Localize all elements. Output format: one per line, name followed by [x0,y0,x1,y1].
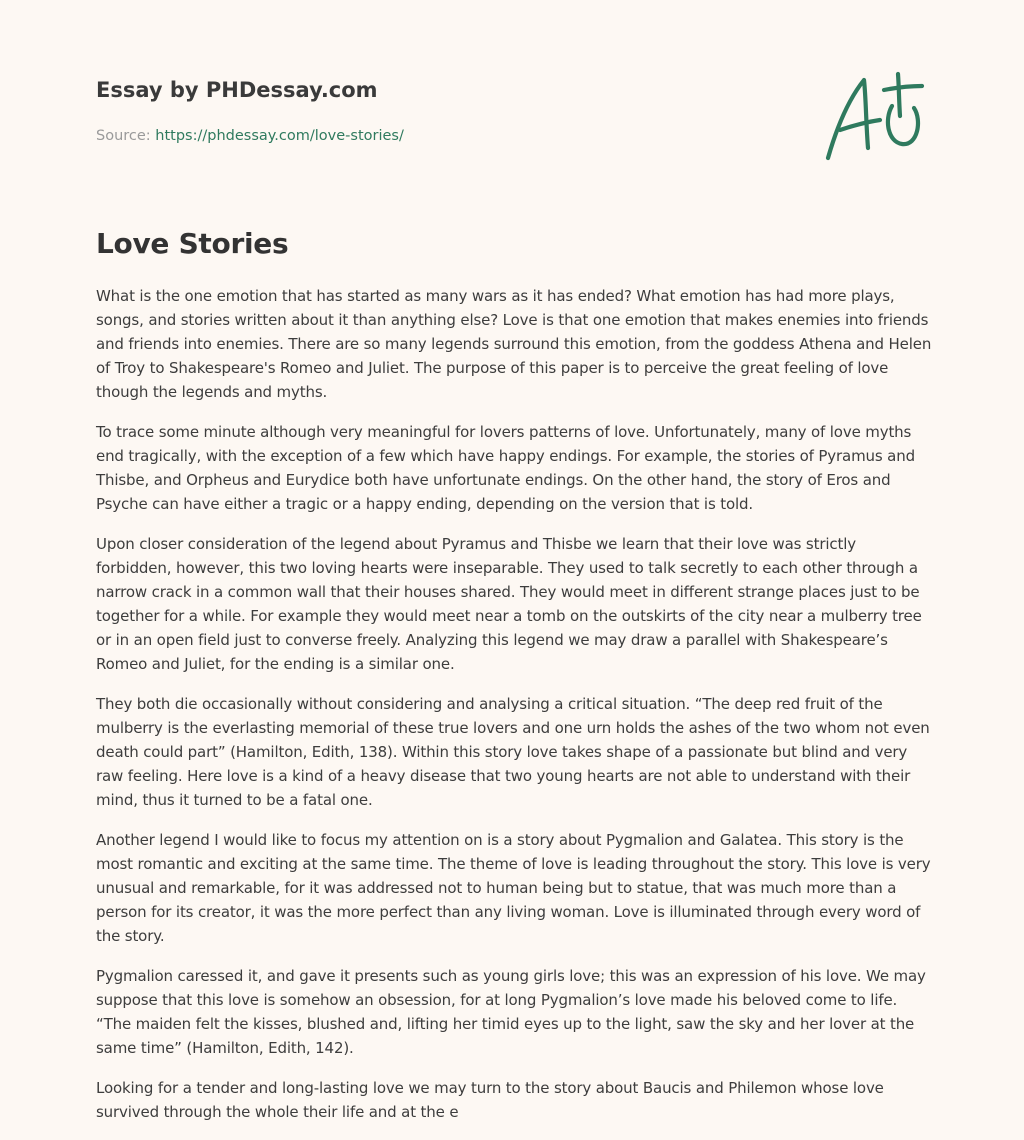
a-plus-grade-logo [822,68,928,164]
site-title: Essay by PHDessay.com [96,78,378,102]
source-label: Source: [96,128,151,144]
essay-paragraph: To trace some minute although very meaningful for lovers patterns of love. Unfortunately, many of love myths end tragically, with the exception of a few which have happy endings. For example, the stories of Pyramus and Thisbe, and Orpheus and Eurydice both have unfortunate endings. On the other hand, the story of Eros and Psyche can have either a tragic or a happy ending, depending on the version that is told. [96,423,915,513]
source-line [96,126,928,146]
essay-paragraph: What is the one emotion that has started as many wars as it has ended? What emotion has had more plays, songs, and stories written about it than anything else? Love is that one emotion that makes enemies into friends and friends into enemies. There are so many legends surround this emotion, from the goddess Athena and Helen of Troy to Shakespeare's Romeo and Juliet. The purpose of this paper is to perceive the great feeling of love though the legends and myths. [96,287,932,401]
page-header [96,74,928,146]
essay-paragraph: Upon closer consideration of the legend about Pyramus and Thisbe we learn that their love was strictly forbidden, however, this two loving hearts were inseparable. They used to talk secretly to each other through a narrow crack in a common wall that their houses shared. They would meet in different strange places just to be together for a while. For example they would meet near a tomb on the outskirts of the city near a mulberry tree or in an open field just to converse freely. Analyzing this legend we may draw a parallel with Shakespeare’s Romeo and Juliet, for the ending is a similar one. [96,535,922,673]
essay-body [96,284,932,1140]
essay-paragraph: Pygmalion caressed it, and gave it presents such as young girls love; this was an expression of his love. We may suppose that this love is somehow an obsession, for at long Pygmalion’s love made his beloved come to life. “The maiden felt the kisses, blushed and, lifting her timid eyes up to the light, saw the sky and her lover at the same time” (Hamilton, Edith, 142). [96,967,926,1057]
a-plus-icon [822,68,928,164]
essay-paragraph: Looking for a tender and long-lasting love we may turn to the story about Baucis and Philemon whose love survived through the whole their life and at the e [96,1079,884,1121]
essay-paragraph: Another legend I would like to focus my attention on is a story about Pygmalion and Galatea. This story is the most romantic and exciting at the same time. The theme of love is leading throughout the story. This love is very unusual and remarkable, for it was addressed not to human being but to statue, that was much more than a person for its creator, it was the more perfect than any living woman. Love is illuminated through every word of the story. [96,831,931,945]
essay-title: Love Stories [96,227,289,260]
essay-paragraph: They both die occasionally without considering and analysing a critical situation. “The deep red fruit of the mulberry is the everlasting memorial of these true lovers and one urn holds the ashes of the two whom not even death could part” (Hamilton, Edith, 138). Within this story love takes shape of a passionate but blind and very raw feeling. Here love is a kind of a heavy disease that two young hearts are not able to understand with their mind, thus it turned to be a fatal one. [96,695,930,809]
source-link[interactable]: https://phdessay.com/love-stories/ [155,128,404,144]
